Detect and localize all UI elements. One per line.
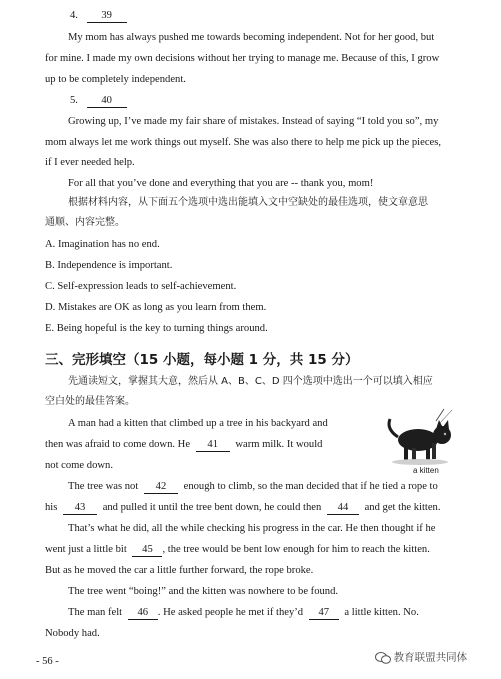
question-5-number: 5. — [70, 95, 78, 106]
story-text: , the tree would be bent low enough for him to reach the kitten. — [162, 544, 430, 555]
story-text: enough to climb, so the man decided that if he tied a rope to — [183, 481, 438, 492]
blank-45: 45 — [132, 544, 162, 557]
story-p2-line-1 — [68, 480, 438, 494]
closing-line: For all that you’ve done and everything that you are -- thank you, mom! — [68, 178, 374, 189]
blank-44: 44 — [327, 502, 359, 515]
story-text: then was afraid to come down. He — [45, 439, 191, 450]
blank-42: 42 — [144, 481, 178, 494]
option-d: D. Mistakes are OK as long as you learn from them. — [45, 302, 267, 313]
option-b: B. Independence is important. — [45, 260, 173, 271]
paragraph-4-line-3: up to be completely independent. — [45, 74, 186, 85]
blank-47: 47 — [309, 607, 339, 620]
question-4-number-line — [70, 9, 127, 23]
story-text: went just a little bit — [45, 544, 127, 555]
blank-41: 41 — [196, 439, 230, 452]
story-p1-line-2 — [45, 438, 322, 452]
story-text: a little kitten. No. — [344, 607, 419, 618]
section-3-instruction-line-2: 空白处的最佳答案。 — [45, 396, 135, 407]
story-text: and get the kitten. — [364, 502, 441, 513]
paragraph-5-line-2: mom always let me work things out myself. She was also there to help me pick up the pieces, — [45, 137, 442, 148]
story-text: his — [45, 502, 58, 513]
blank-39: 39 — [87, 10, 127, 23]
kitten-caption: a kitten — [413, 466, 439, 475]
blank-43: 43 — [63, 502, 97, 515]
page-number: - 56 - — [36, 656, 59, 667]
chat-bubble-icon — [375, 651, 391, 665]
paragraph-4-line-1: My mom has always pushed me towards becoming independent. Not for her good, but — [68, 32, 435, 43]
story-p1-line-3: not come down. — [45, 460, 113, 471]
story-p5-line-1 — [68, 606, 419, 620]
instruction-line-1: 根据材料内容，从下面五个选项中选出能填入文中空缺处的最佳选项，使文章意思 — [68, 197, 428, 208]
paragraph-4-line-2: for mine. I made my own decisions without her trying to manage me. Because of this, I grow — [45, 53, 440, 64]
blank-40: 40 — [87, 95, 127, 108]
story-p4-line-1: The tree went “boing!” and the kitten was nowhere to be found. — [68, 586, 339, 597]
question-5-number-line — [70, 94, 127, 108]
story-p3-line-3: But as he moved the car a little further forward, the rope broke. — [45, 565, 314, 576]
section-3-instruction-line-1: 先通读短文，掌握其大意，然后从 A、B、C、D 四个选项中选出一个可以填入相应 — [68, 376, 433, 387]
option-c: C. Self-expression leads to self-achievement. — [45, 281, 237, 292]
watermark — [375, 651, 467, 665]
story-p1-line-1: A man had a kitten that climbed up a tree in his backyard and — [68, 418, 328, 429]
story-p3-line-2 — [45, 543, 430, 557]
watermark-text: 教育联盟共同体 — [393, 651, 468, 664]
story-text: The tree was not — [68, 481, 139, 492]
story-text: warm milk. It would — [235, 439, 323, 450]
story-text: and pulled it until the tree bent down, he could then — [102, 502, 322, 513]
kitten-illustration — [382, 407, 470, 471]
paragraph-5-line-1: Growing up, I’ve made my fair share of mistakes. Instead of saying “I told you so”, my — [68, 116, 439, 127]
paragraph-5-line-3: if I ever needed help. — [45, 157, 135, 168]
section-3-title: 三、完形填空（15 小题，每小题 1 分，共 15 分） — [45, 352, 359, 368]
question-4-number: 4. — [70, 10, 78, 21]
story-text: The man felt — [68, 607, 123, 618]
option-a: A. Imagination has no end. — [45, 239, 160, 250]
blank-46: 46 — [128, 607, 158, 620]
option-e: E. Being hopeful is the key to turning things around. — [45, 323, 268, 334]
story-text: . He asked people he met if they’d — [157, 607, 304, 618]
story-p2-line-2 — [45, 501, 441, 515]
story-p5-line-2: Nobody had. — [45, 628, 100, 639]
instruction-line-2: 通顺、内容完整。 — [45, 217, 125, 228]
story-p3-line-1: That’s what he did, all the while checking his progress in the car. He then thought if he — [68, 523, 436, 534]
